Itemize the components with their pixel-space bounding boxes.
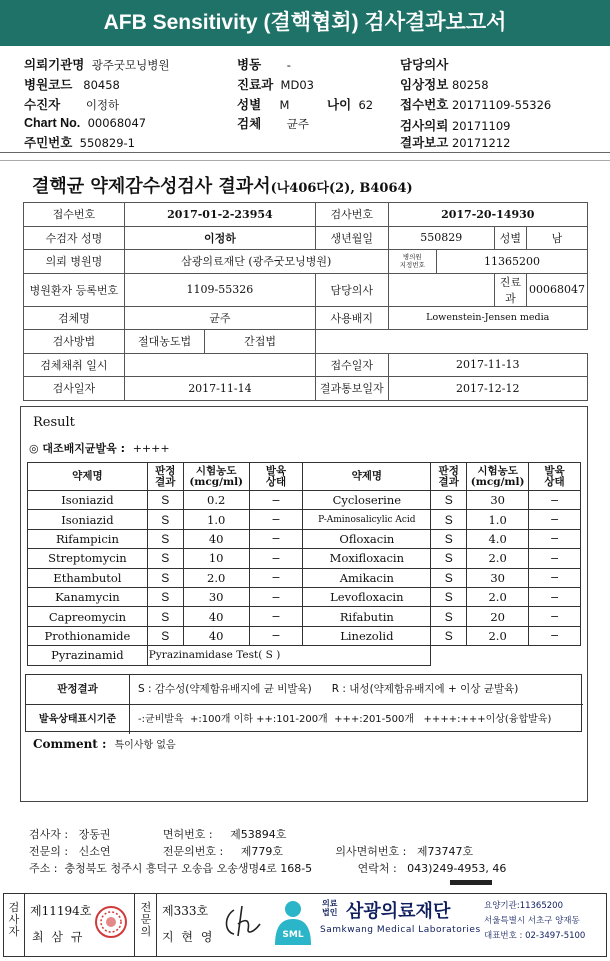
drug-growth: − (529, 568, 581, 587)
code-row: 병원코드 80458 (24, 78, 120, 92)
drug-result: S (431, 607, 467, 626)
drug-result: S (147, 549, 183, 568)
drug-growth: − (529, 626, 581, 645)
info-value: 2017-20-14930 (388, 203, 588, 227)
drug-result: S (431, 529, 467, 548)
info-label: 검사번호 (315, 203, 388, 227)
info-label: 접수일자 (315, 353, 388, 377)
info-label: 수검자 성명 (24, 226, 125, 250)
drug-result: S (147, 568, 183, 587)
drug-growth: − (249, 510, 303, 529)
drug-growth: − (249, 626, 303, 645)
info-value: 절대농도법 (124, 330, 204, 354)
sex-row: 성별 M (237, 98, 290, 112)
org-info: 대표번호 : 02-3497-5100 (484, 931, 586, 941)
drug-growth: − (249, 568, 303, 587)
drug-concentration: 30 (467, 568, 529, 587)
drug-row (28, 549, 581, 568)
drug-result: S (431, 510, 467, 529)
result-title: Result (33, 415, 75, 430)
sml-logo-icon (271, 897, 313, 945)
drug-growth: − (529, 491, 581, 510)
drug-growth: − (249, 587, 303, 606)
drug-row (28, 607, 581, 626)
drug-concentration: 10 (183, 549, 249, 568)
col-header: 판정 결과 (147, 463, 183, 491)
info-value: 간접법 (205, 330, 316, 354)
drug-name: Prothionamide (28, 626, 148, 645)
pza-test: Pyrazinamidase Test( S ) (147, 646, 430, 665)
col-header: 시험농도 (mcg/ml) (467, 463, 529, 491)
address-line: 주소 : 충청북도 청주시 흥덕구 오송읍 오송생명4로 168-5 연락처 : 043)249-4953, 46 (29, 862, 507, 875)
specialist-vertical-label: 전문의 (140, 901, 152, 938)
drug-name: Pyrazinamid (28, 646, 148, 665)
col-header: 약제명 (303, 463, 431, 491)
drug-concentration: 40 (183, 607, 249, 626)
drug-growth: − (249, 607, 303, 626)
info-label: 성별 (494, 226, 526, 250)
org-english-name: Samkwang Medical Laboratories (320, 925, 481, 935)
specialist-license: 제333호 (162, 904, 209, 918)
drug-name: P-Aminosalicylic Acid (303, 510, 431, 529)
info-value: 550829 (388, 226, 494, 250)
drug-growth: − (529, 549, 581, 568)
org-info: 요양기관:11365200 (484, 901, 563, 911)
examiner-name: 최 삼 규 (32, 930, 85, 944)
drug-growth: − (249, 491, 303, 510)
drug-concentration: 2.0 (467, 587, 529, 606)
drug-result: S (431, 587, 467, 606)
drug-result: S (147, 529, 183, 548)
specialist-name: 지 현 영 (162, 930, 215, 944)
examiner-vertical-label: 검사자 (8, 901, 20, 938)
info-label: 담당의사 (315, 273, 388, 306)
drug-name: Rifampicin (28, 529, 148, 548)
drug-row (28, 510, 581, 529)
drug-concentration: 40 (183, 529, 249, 548)
drug-result: S (431, 491, 467, 510)
drug-result: S (431, 568, 467, 587)
drug-name: Amikacin (303, 568, 431, 587)
drug-result: S (147, 587, 183, 606)
drug-name: Rifabutin (303, 607, 431, 626)
report-header: AFB Sensitivity (결핵협회) 검사결과보고서 (0, 0, 610, 46)
drug-name: Isoniazid (28, 510, 148, 529)
drug-concentration: 30 (467, 491, 529, 510)
ssn-row: 주민번호 550829-1 (24, 136, 135, 150)
drug-concentration: 30 (183, 587, 249, 606)
info-label: 생년월일 (315, 226, 388, 250)
info-label: 검체명 (24, 306, 125, 330)
info-value: 11365200 (437, 250, 588, 274)
comment: Comment : 특이사항 없음 (33, 737, 176, 751)
info-label: 의뢰 병원명 (24, 250, 125, 274)
info-label: 결과통보일자 (315, 377, 388, 401)
info-value: 2017-11-13 (388, 353, 588, 377)
info-value: 2017-12-12 (388, 377, 588, 401)
hospital-row: 의뢰기관명 광주굿모닝병원 (24, 58, 170, 72)
info-value: 남 (526, 226, 587, 250)
drug-growth: − (529, 607, 581, 626)
drug-row (28, 587, 581, 606)
report-title: 결핵균 약제감수성검사 결과서(나406다(2), B4064) (32, 176, 413, 197)
info-value: 이정하 (124, 226, 315, 250)
legend-row (26, 704, 583, 733)
info-value: 2017-11-14 (124, 377, 315, 401)
col-header: 발육 상태 (529, 463, 581, 491)
info-label: 검사일자 (24, 377, 125, 401)
info-label: 검사방법 (24, 330, 125, 354)
col-header: 약제명 (28, 463, 148, 491)
pza-row (28, 646, 581, 665)
drug-concentration: 2.0 (467, 549, 529, 568)
drug-name: Isoniazid (28, 491, 148, 510)
divider (24, 894, 25, 956)
info-value (124, 353, 315, 377)
legend-row (26, 675, 583, 704)
drug-concentration: 0.2 (183, 491, 249, 510)
info-value (388, 273, 494, 306)
info-value: 2017-01-2-23954 (124, 203, 315, 227)
drug-result: S (431, 626, 467, 645)
legend-box (25, 674, 582, 732)
signature-icon (220, 902, 264, 942)
info-label: 검체채취 일시 (24, 353, 125, 377)
drug-name: Capreomycin (28, 607, 148, 626)
divider (134, 894, 135, 956)
drug-concentration: 1.0 (467, 510, 529, 529)
age-row: 나이 62 (327, 98, 374, 112)
info-value: 1109-55326 (124, 273, 315, 306)
drug-concentration: 2.0 (467, 626, 529, 645)
legend-label: 판정결과 (26, 675, 130, 704)
legend-text: S : 감수성(약제함유배지에 균 비발육) R : 내성(약제함유배지에 + 이상 균발육) (138, 683, 519, 695)
drug-result: S (147, 491, 183, 510)
info-label: 병의원 지정번호 (388, 250, 437, 274)
chart-row: Chart No. 00068047 (24, 116, 147, 130)
legend-label: 발육상태표시기준 (26, 705, 130, 734)
info-empty (315, 330, 587, 354)
org-prefix: 의료법인 (322, 899, 338, 917)
col-header: 판정 결과 (431, 463, 467, 491)
separator (0, 160, 610, 161)
drug-concentration: 1.0 (183, 510, 249, 529)
examiner-license: 제11194호 (30, 904, 92, 918)
ward-row: 병동 - (237, 58, 291, 72)
doctor-row: 담당의사 (400, 58, 449, 72)
drug-row (28, 491, 581, 510)
drug-concentration: 2.0 (183, 568, 249, 587)
dept-row: 진료과 MD03 (237, 78, 314, 92)
drug-row (28, 529, 581, 548)
patient-row: 수진자 이정하 (24, 98, 120, 112)
info-value: 00068047 (526, 273, 587, 306)
svg-text:SML: SML (282, 930, 304, 940)
drug-name: Kanamycin (28, 587, 148, 606)
examiner-line: 검사자 : 장동권 면허번호 : 제53894호 (29, 828, 287, 841)
drug-concentration: 20 (467, 607, 529, 626)
drug-growth: − (529, 587, 581, 606)
drug-growth: − (529, 529, 581, 548)
drug-row (28, 626, 581, 645)
drug-concentration: 4.0 (467, 529, 529, 548)
specialist-line: 전문의 : 신소연 전문의번호 : 제779호 의사면허번호 : 제73747호 (29, 845, 474, 858)
info-label: 병원환자 등록번호 (24, 273, 125, 306)
org-name: 삼광의료재단 (346, 901, 451, 922)
drug-result: S (147, 607, 183, 626)
patient-info-table (23, 202, 588, 401)
drug-result: S (431, 549, 467, 568)
control-culture: ◎ 대조배지균발육 : ++++ (29, 442, 170, 455)
org-info: 서울특별시 서초구 양재동 (484, 916, 580, 926)
col-header: 시험농도 (mcg/ml) (183, 463, 249, 491)
drug-name: Ofloxacin (303, 529, 431, 548)
drug-row (28, 568, 581, 587)
specimen-row: 검체 균주 (237, 117, 309, 131)
separator (0, 152, 610, 153)
drug-name: Streptomycin (28, 549, 148, 568)
info-label: 접수번호 (24, 203, 125, 227)
clinical-row: 임상정보 80258 (400, 78, 489, 92)
report-row: 결과보고 20171212 (400, 136, 511, 150)
divider (156, 894, 157, 956)
seal-stamp-icon (93, 904, 129, 940)
drug-sensitivity-table (27, 462, 581, 666)
drug-name: Ethambutol (28, 568, 148, 587)
drug-result: S (147, 626, 183, 645)
drug-growth: − (249, 549, 303, 568)
drug-name: Moxifloxacin (303, 549, 431, 568)
col-header: 발육 상태 (249, 463, 303, 491)
receipt-row: 접수번호 20171109-55326 (400, 98, 552, 112)
drug-name: Linezolid (303, 626, 431, 645)
info-value: 균주 (124, 306, 315, 330)
info-label: 사용배지 (315, 306, 388, 330)
drug-concentration: 40 (183, 626, 249, 645)
drug-name: Cycloserine (303, 491, 431, 510)
empty-cell (431, 646, 581, 665)
drug-name: Levofloxacin (303, 587, 431, 606)
drug-growth: − (249, 529, 303, 548)
request-row: 검사의뢰 20171109 (400, 119, 511, 133)
legend-text: -:균비발육 +:100개 이하 ++:101-200개 +++:201-500개 ++++:+++이상(융합발육) (138, 714, 552, 725)
info-value: 삼광의료재단 (광주굿모닝병원) (124, 250, 388, 274)
drug-result: S (147, 510, 183, 529)
report-subtitle: (나406다(2), B4064) (270, 181, 413, 196)
info-value: Lowenstein-Jensen media (388, 306, 588, 330)
info-label: 진료과 (494, 273, 526, 306)
drug-growth: − (529, 510, 581, 529)
divider-mark (450, 880, 492, 885)
